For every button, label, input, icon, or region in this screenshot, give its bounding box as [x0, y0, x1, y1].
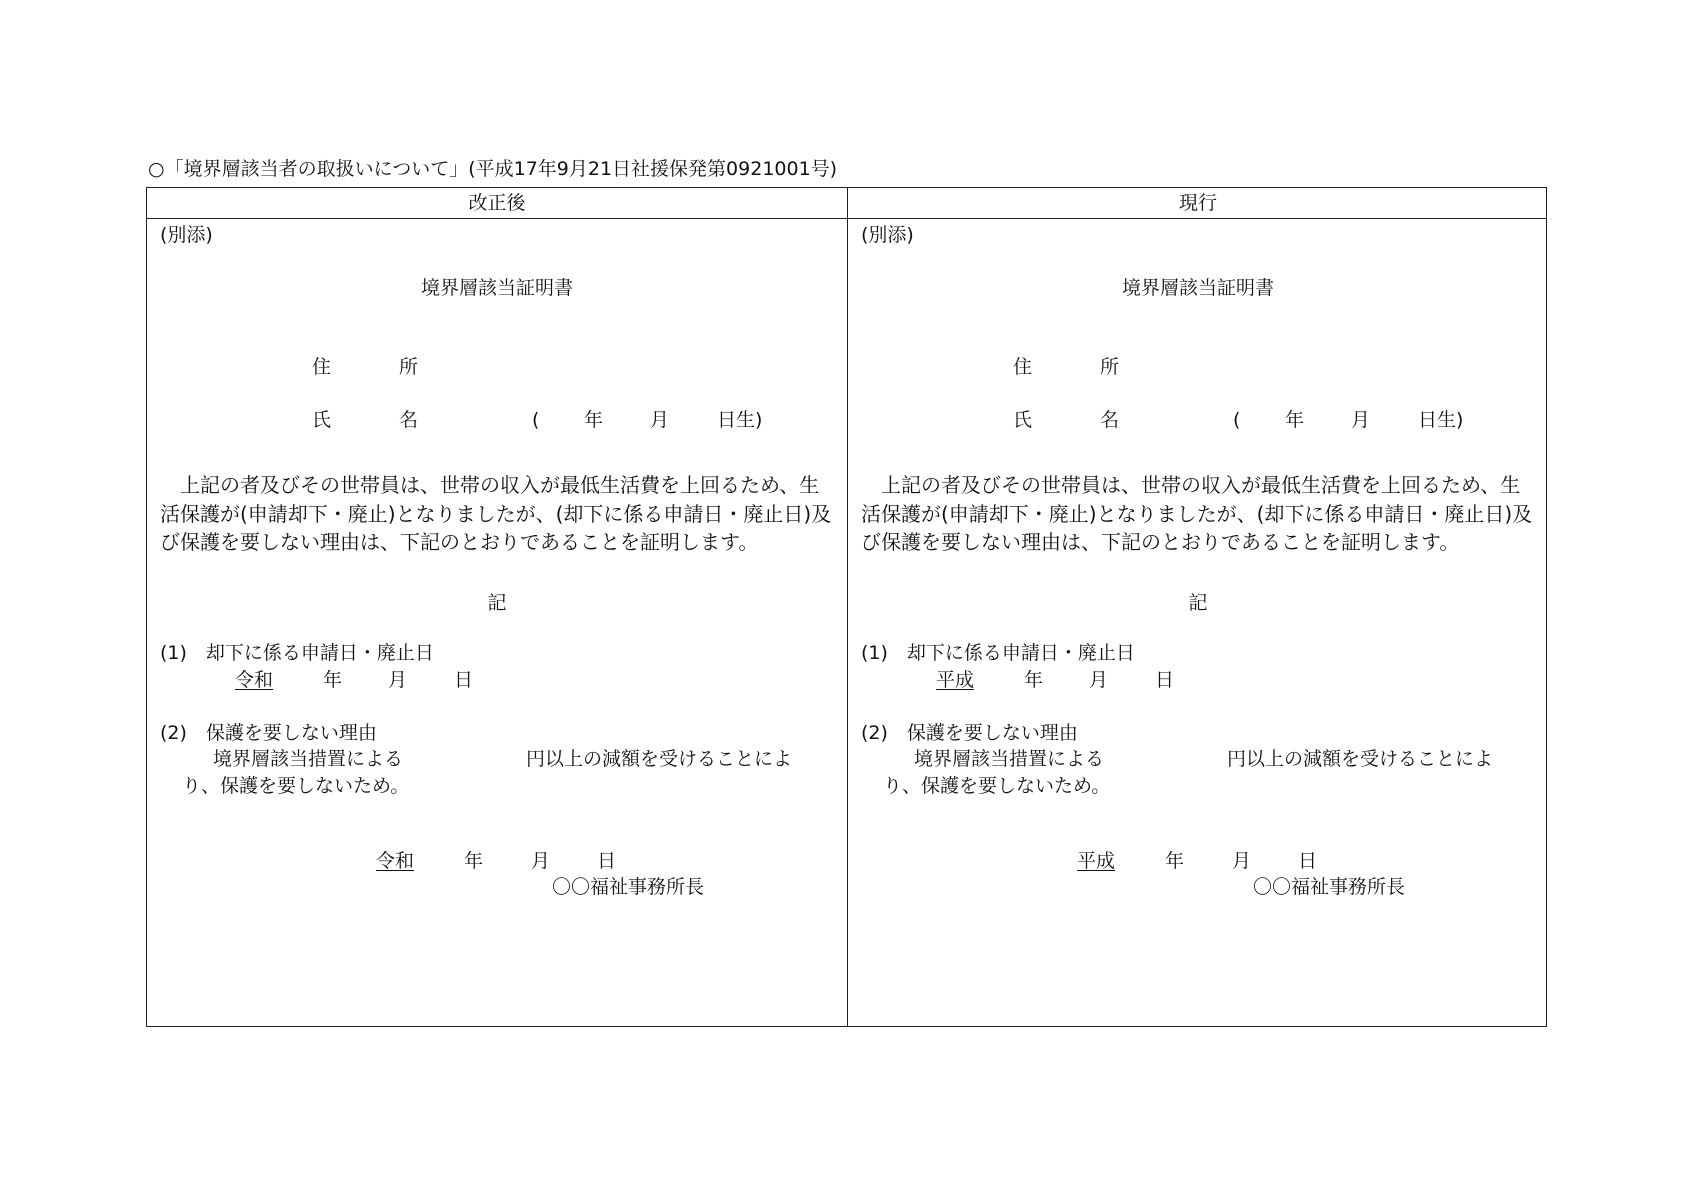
- column-current: [848, 219, 1548, 1027]
- name-label-2: 名: [1100, 409, 1120, 431]
- birth-month: 月: [1351, 409, 1371, 431]
- item1-label: (1) 却下に係る申請日・廃止日: [861, 642, 1135, 664]
- address-label-2: 所: [399, 356, 419, 378]
- item2-label: (2) 保護を要しない理由: [861, 722, 1078, 744]
- item1-era: 平成: [936, 669, 975, 691]
- office-name: 〇〇福祉事務所長: [1253, 876, 1406, 898]
- item2-line1-a: 境界層該当措置による: [914, 748, 1105, 770]
- ki-heading: 記: [1188, 592, 1208, 614]
- column-revised: [147, 219, 847, 1027]
- item1-day: 日: [454, 669, 474, 691]
- certification-body: 上記の者及びその世帯員は、世帯の収入が最低生活費を上回るため、生活保護が(申請却下・廃止)となりましたが、(却下に係る申請日・廃止日)及び保護を要しない理由は、下記のとおりであることを証明します。: [160, 473, 832, 554]
- item2-line2: り、保護を要しないため。: [182, 775, 410, 797]
- sign-day: 日: [597, 850, 617, 872]
- sign-year: 年: [1165, 850, 1185, 872]
- form-title: 境界層該当証明書: [420, 277, 573, 299]
- item1-month: 月: [1089, 669, 1109, 691]
- item1-year: 年: [323, 669, 343, 691]
- name-label-2: 名: [399, 409, 419, 431]
- birth-year: 年: [584, 409, 604, 431]
- address-label-2: 所: [1100, 356, 1120, 378]
- sign-day: 日: [1298, 850, 1318, 872]
- birth-year: 年: [1285, 409, 1305, 431]
- sign-month: 月: [531, 850, 551, 872]
- birth-day: 日生): [1418, 409, 1464, 431]
- certification-body: 上記の者及びその世帯員は、世帯の収入が最低生活費を上回るため、生活保護が(申請却下・廃止)となりましたが、(却下に係る申請日・廃止日)及び保護を要しない理由は、下記のとおりであることを証明します。: [861, 473, 1533, 554]
- sign-year: 年: [464, 850, 484, 872]
- birth-day: 日生): [717, 409, 763, 431]
- item2-line2: り、保護を要しないため。: [883, 775, 1111, 797]
- birth-open: (: [532, 409, 540, 431]
- sign-era: 平成: [1077, 850, 1116, 872]
- comparison-table: [146, 187, 1547, 1027]
- annex-label: (別添): [160, 224, 213, 246]
- birth-open: (: [1233, 409, 1241, 431]
- sign-month: 月: [1232, 850, 1252, 872]
- ki-heading: 記: [487, 592, 507, 614]
- item2-line1-a: 境界層該当措置による: [213, 748, 404, 770]
- header-current: 現行: [1178, 192, 1217, 214]
- name-label-1: 氏: [312, 409, 332, 431]
- item1-era: 令和: [235, 669, 274, 691]
- item1-day: 日: [1155, 669, 1175, 691]
- name-label-1: 氏: [1013, 409, 1033, 431]
- office-name: 〇〇福祉事務所長: [552, 876, 705, 898]
- item2-line1-b: 円以上の減額を受けることによ: [1227, 748, 1494, 770]
- header-revised: 改正後: [468, 192, 526, 214]
- annex-label: (別添): [861, 224, 914, 246]
- item2-line1-b: 円以上の減額を受けることによ: [526, 748, 793, 770]
- item1-label: (1) 却下に係る申請日・廃止日: [160, 642, 434, 664]
- item1-month: 月: [388, 669, 408, 691]
- sign-era: 令和: [376, 850, 415, 872]
- document-title: ○「境界層該当者の取扱いについて」(平成17年9月21日社援保発第0921001号): [148, 158, 838, 180]
- form-title: 境界層該当証明書: [1121, 277, 1274, 299]
- address-label-1: 住: [1013, 356, 1033, 378]
- item1-year: 年: [1024, 669, 1044, 691]
- address-label-1: 住: [312, 356, 332, 378]
- birth-month: 月: [650, 409, 670, 431]
- item2-label: (2) 保護を要しない理由: [160, 722, 377, 744]
